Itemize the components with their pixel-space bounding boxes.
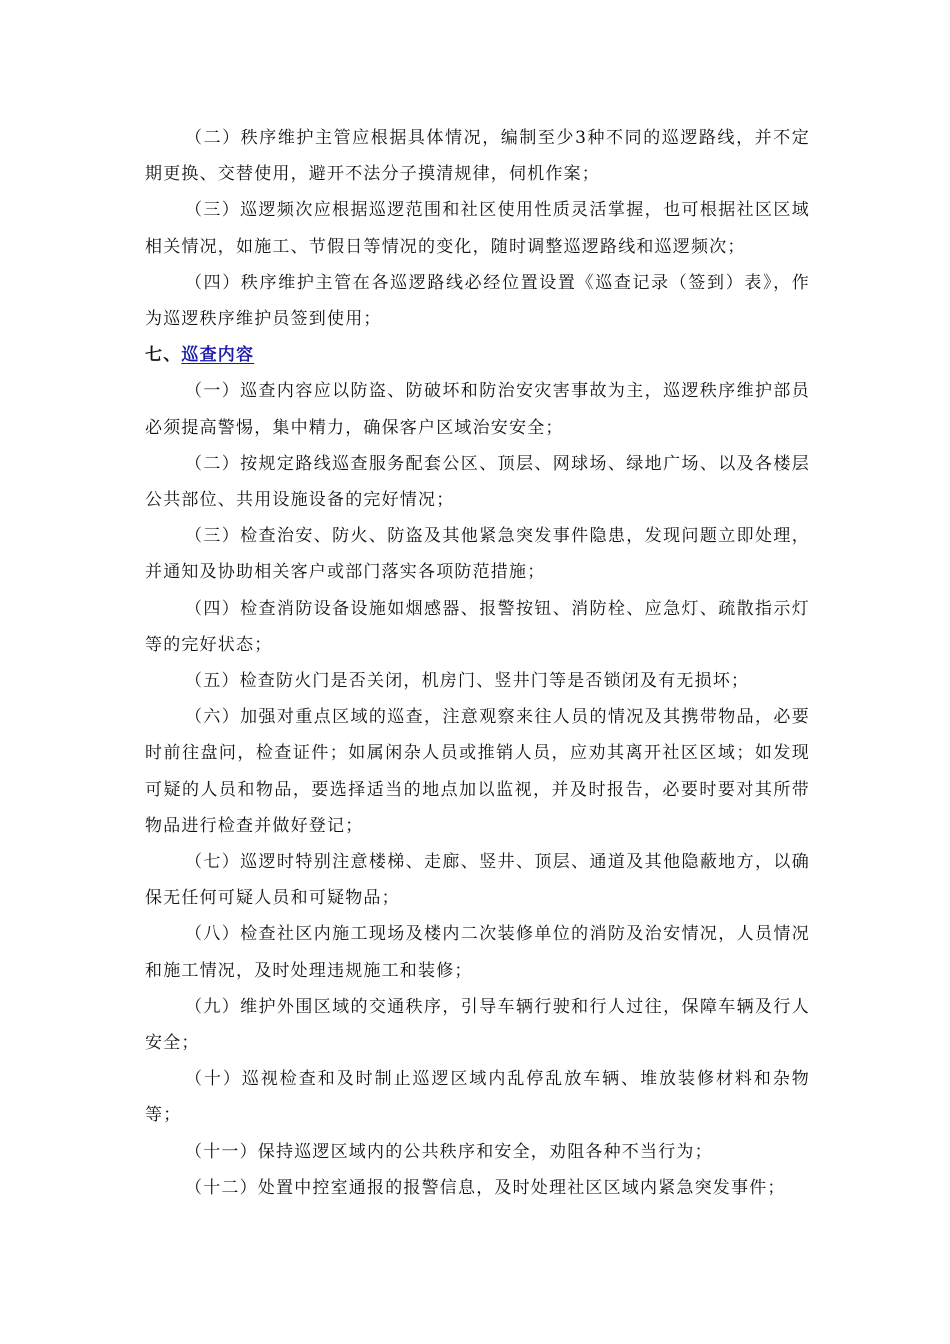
paragraph-item-3: （三）巡逻频次应根据巡逻范围和社区使用性质灵活掌握，也可根据社区区域相关情况，如施工、节假日等情况的变化，随时调整巡逻路线和巡逻频次； [145,200,810,257]
section-title-link[interactable]: 巡查内容 [181,345,255,366]
content-item-10: （十）巡视检查和及时制止巡逻区域内乱停乱放车辆、堆放装修材料和杂物等； [145,1069,810,1126]
content-item-5: （五）检查防火门是否关闭，机房门、竖井门等是否锁闭及有无损坏； [185,671,750,692]
content-item-11: （十一）保持巡逻区域内的公共秩序和安全，劝阻各种不当行为； [185,1141,713,1162]
document-body [145,120,810,1206]
content-item-9: （九）维护外围区域的交通秩序，引导车辆行驶和行人过往，保障车辆及行人安全； [145,996,810,1054]
content-item-1: （一）巡查内容应以防盗、防破坏和防治安灾害事故为主，巡逻秩序维护部员必须提高警惕，集中精力，确保客户区域治安安全； [145,381,810,438]
content-item-7: （七）巡逻时特别注意楼梯、走廊、竖井、顶层、通道及其他隐蔽地方，以确保无任何可疑人员和可疑物品； [145,852,810,909]
content-item-4: （四）检查消防设备设施如烟感器、报警按钮、消防栓、应急灯、疏散指示灯等的完好状态； [145,598,810,655]
content-item-12: （十二）处置中控室通报的报警信息，及时处理社区区域内紧急突发事件； [185,1177,786,1198]
content-item-3: （三）检查治安、防火、防盗及其他紧急突发事件隐患，发现问题立即处理，并通知及协助相关客户或部门落实各项防范措施； [145,526,810,583]
section-number: 七、 [145,345,182,366]
paragraph-item-2: （二）秩序维护主管应根据具体情况，编制至少3种不同的巡逻路线，并不定期更换、交替使用，避开不法分子摸清规律，伺机作案； [145,128,810,185]
content-item-2: （二）按规定路线巡查服务配套公区、顶层、网球场、绿地广场、以及各楼层公共部位、共用设施设备的完好情况； [145,453,810,511]
paragraph-item-4: （四）秩序维护主管在各巡逻路线必经位置设置《巡查记录（签到）表》，作为巡逻秩序维护员签到使用； [145,272,810,330]
content-item-6: （六）加强对重点区域的巡查，注意观察来往人员的情况及其携带物品，必要时前往盘问，检查证件；如属闲杂人员或推销人员，应劝其离开社区区域；如发现可疑的人员和物品，要选择适当的地点加以监视，并及时报告，必要时要对其所带物品进行检查并做好登记； [145,707,810,836]
content-item-8: （八）检查社区内施工现场及楼内二次装修单位的消防及治安情况，人员情况和施工情况，及时处理违规施工和装修； [145,924,810,981]
section-heading [145,337,810,373]
